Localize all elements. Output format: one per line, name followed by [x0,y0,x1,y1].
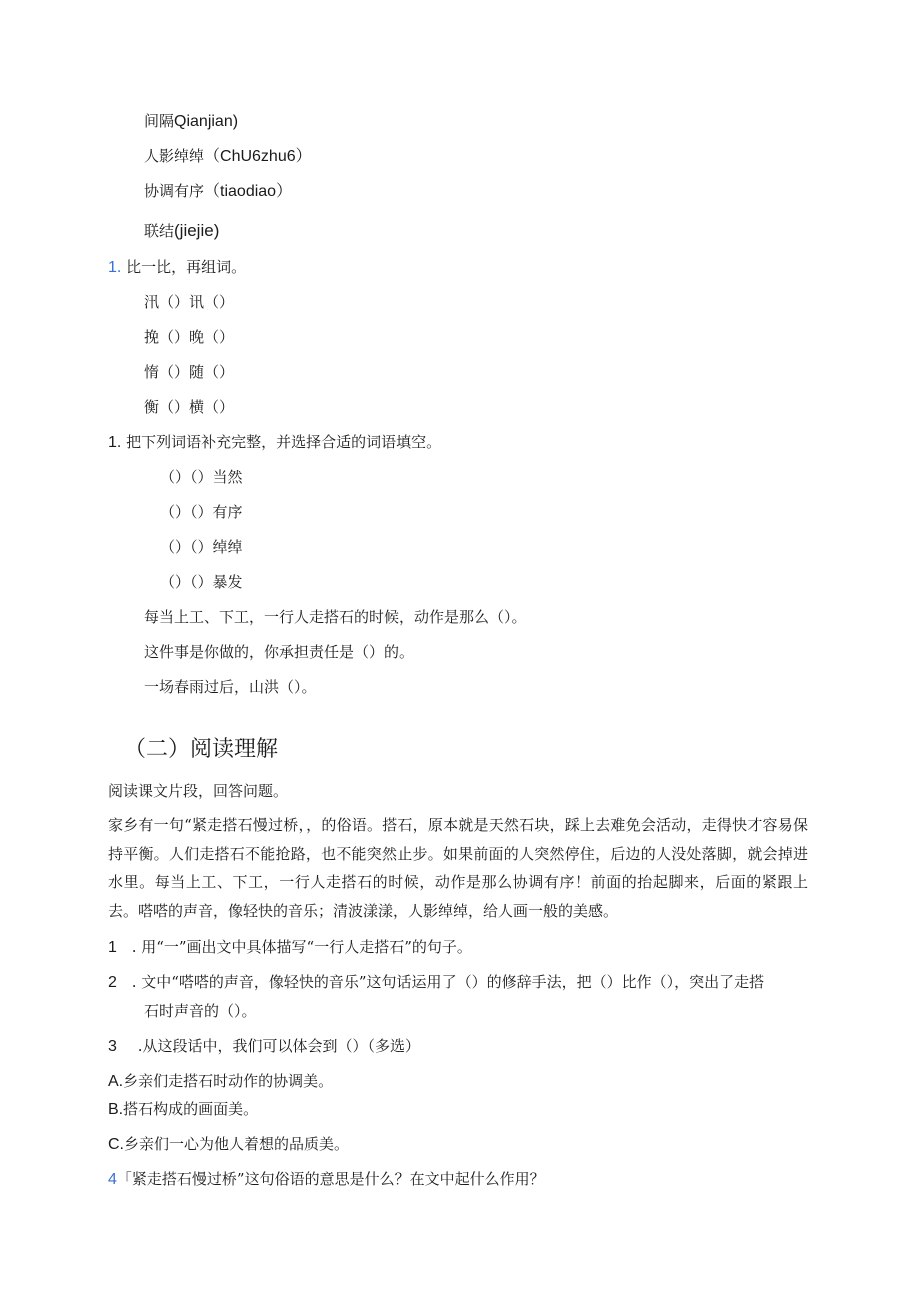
option-item: C.乡亲们一心为他人着想的品质美。 [108,1135,350,1153]
reading-question-cont: 石时声音的（）。 [144,1002,257,1020]
reading-question: 3 .从这段话中，我们可以体会到（）（多选） [108,1037,420,1055]
option-item: B.搭石构成的画面美。 [108,1100,259,1118]
compare-row: 惰（）随（） [144,363,235,381]
pinyin-item: 间隔Qianjian) [144,112,239,130]
fill-item: （）（）有序 [160,503,243,521]
question-compare: 1. 比一比，再组词。 [108,258,247,276]
reading-question: 1 . 用“一”画出文中具体描写“一行人走搭石”的句子。 [108,938,472,956]
reading-question: 2 . 文中“嗒嗒的声音，像轻快的音乐”这句话运用了（）的修辞手法，把（）比作（），突出了走搭 [108,973,765,991]
section-intro: 阅读课文片段，回答问题。 [108,782,289,800]
section-heading: （二）阅读理解 [124,737,279,762]
compare-row: 衡（）横（） [144,398,235,416]
compare-row: 挽（）晚（） [144,328,235,346]
pinyin-item: 人影绰绰（ChU6zhu6） [144,147,312,165]
reading-question-4: 4「紧走搭石慢过桥”这句俗语的意思是什么？在文中起什么作用？ [108,1170,545,1188]
fill-sentence: 一场春雨过后，山洪（）。 [144,678,317,696]
option-item: A.乡亲们走搭石时动作的协调美。 [108,1072,334,1090]
pinyin-item: 协调有序（tiaodiao） [144,182,293,200]
fill-sentence: 这件事是你做的，你承担责任是（）的。 [144,643,415,661]
pinyin-item: 联结(jiejie) [144,221,220,240]
question-complete: 1. 把下列词语补充完整，并选择合适的词语填空。 [108,433,442,451]
fill-item: （）（）当然 [160,468,243,486]
fill-item: （）（）暴发 [160,573,243,591]
compare-row: 汛（）讯（） [144,293,235,311]
reading-passage: 家乡有一句“紧走搭石慢过桥，，的俗语。搭石，原本就是天然石块，踩上去难免会活动，走得快才容易保持平衡。人们走搭石不能抢路，也不能突然止步。如果前面的人突然停住，后边的人没处落脚，就会掉进水里。每当上工、下工，一行人走搭石的时候，动作是那么协调有序！前面的抬起脚来，后面的紧跟上去。嗒嗒的声音，像轻快的音乐；清波漾漾，人影绰绰，给人画一般的美感。 [108,816,808,920]
fill-sentence: 每当上工、下工，一行人走搭石的时候，动作是那么（）。 [144,608,527,626]
fill-item: （）（）绰绰 [160,538,243,556]
